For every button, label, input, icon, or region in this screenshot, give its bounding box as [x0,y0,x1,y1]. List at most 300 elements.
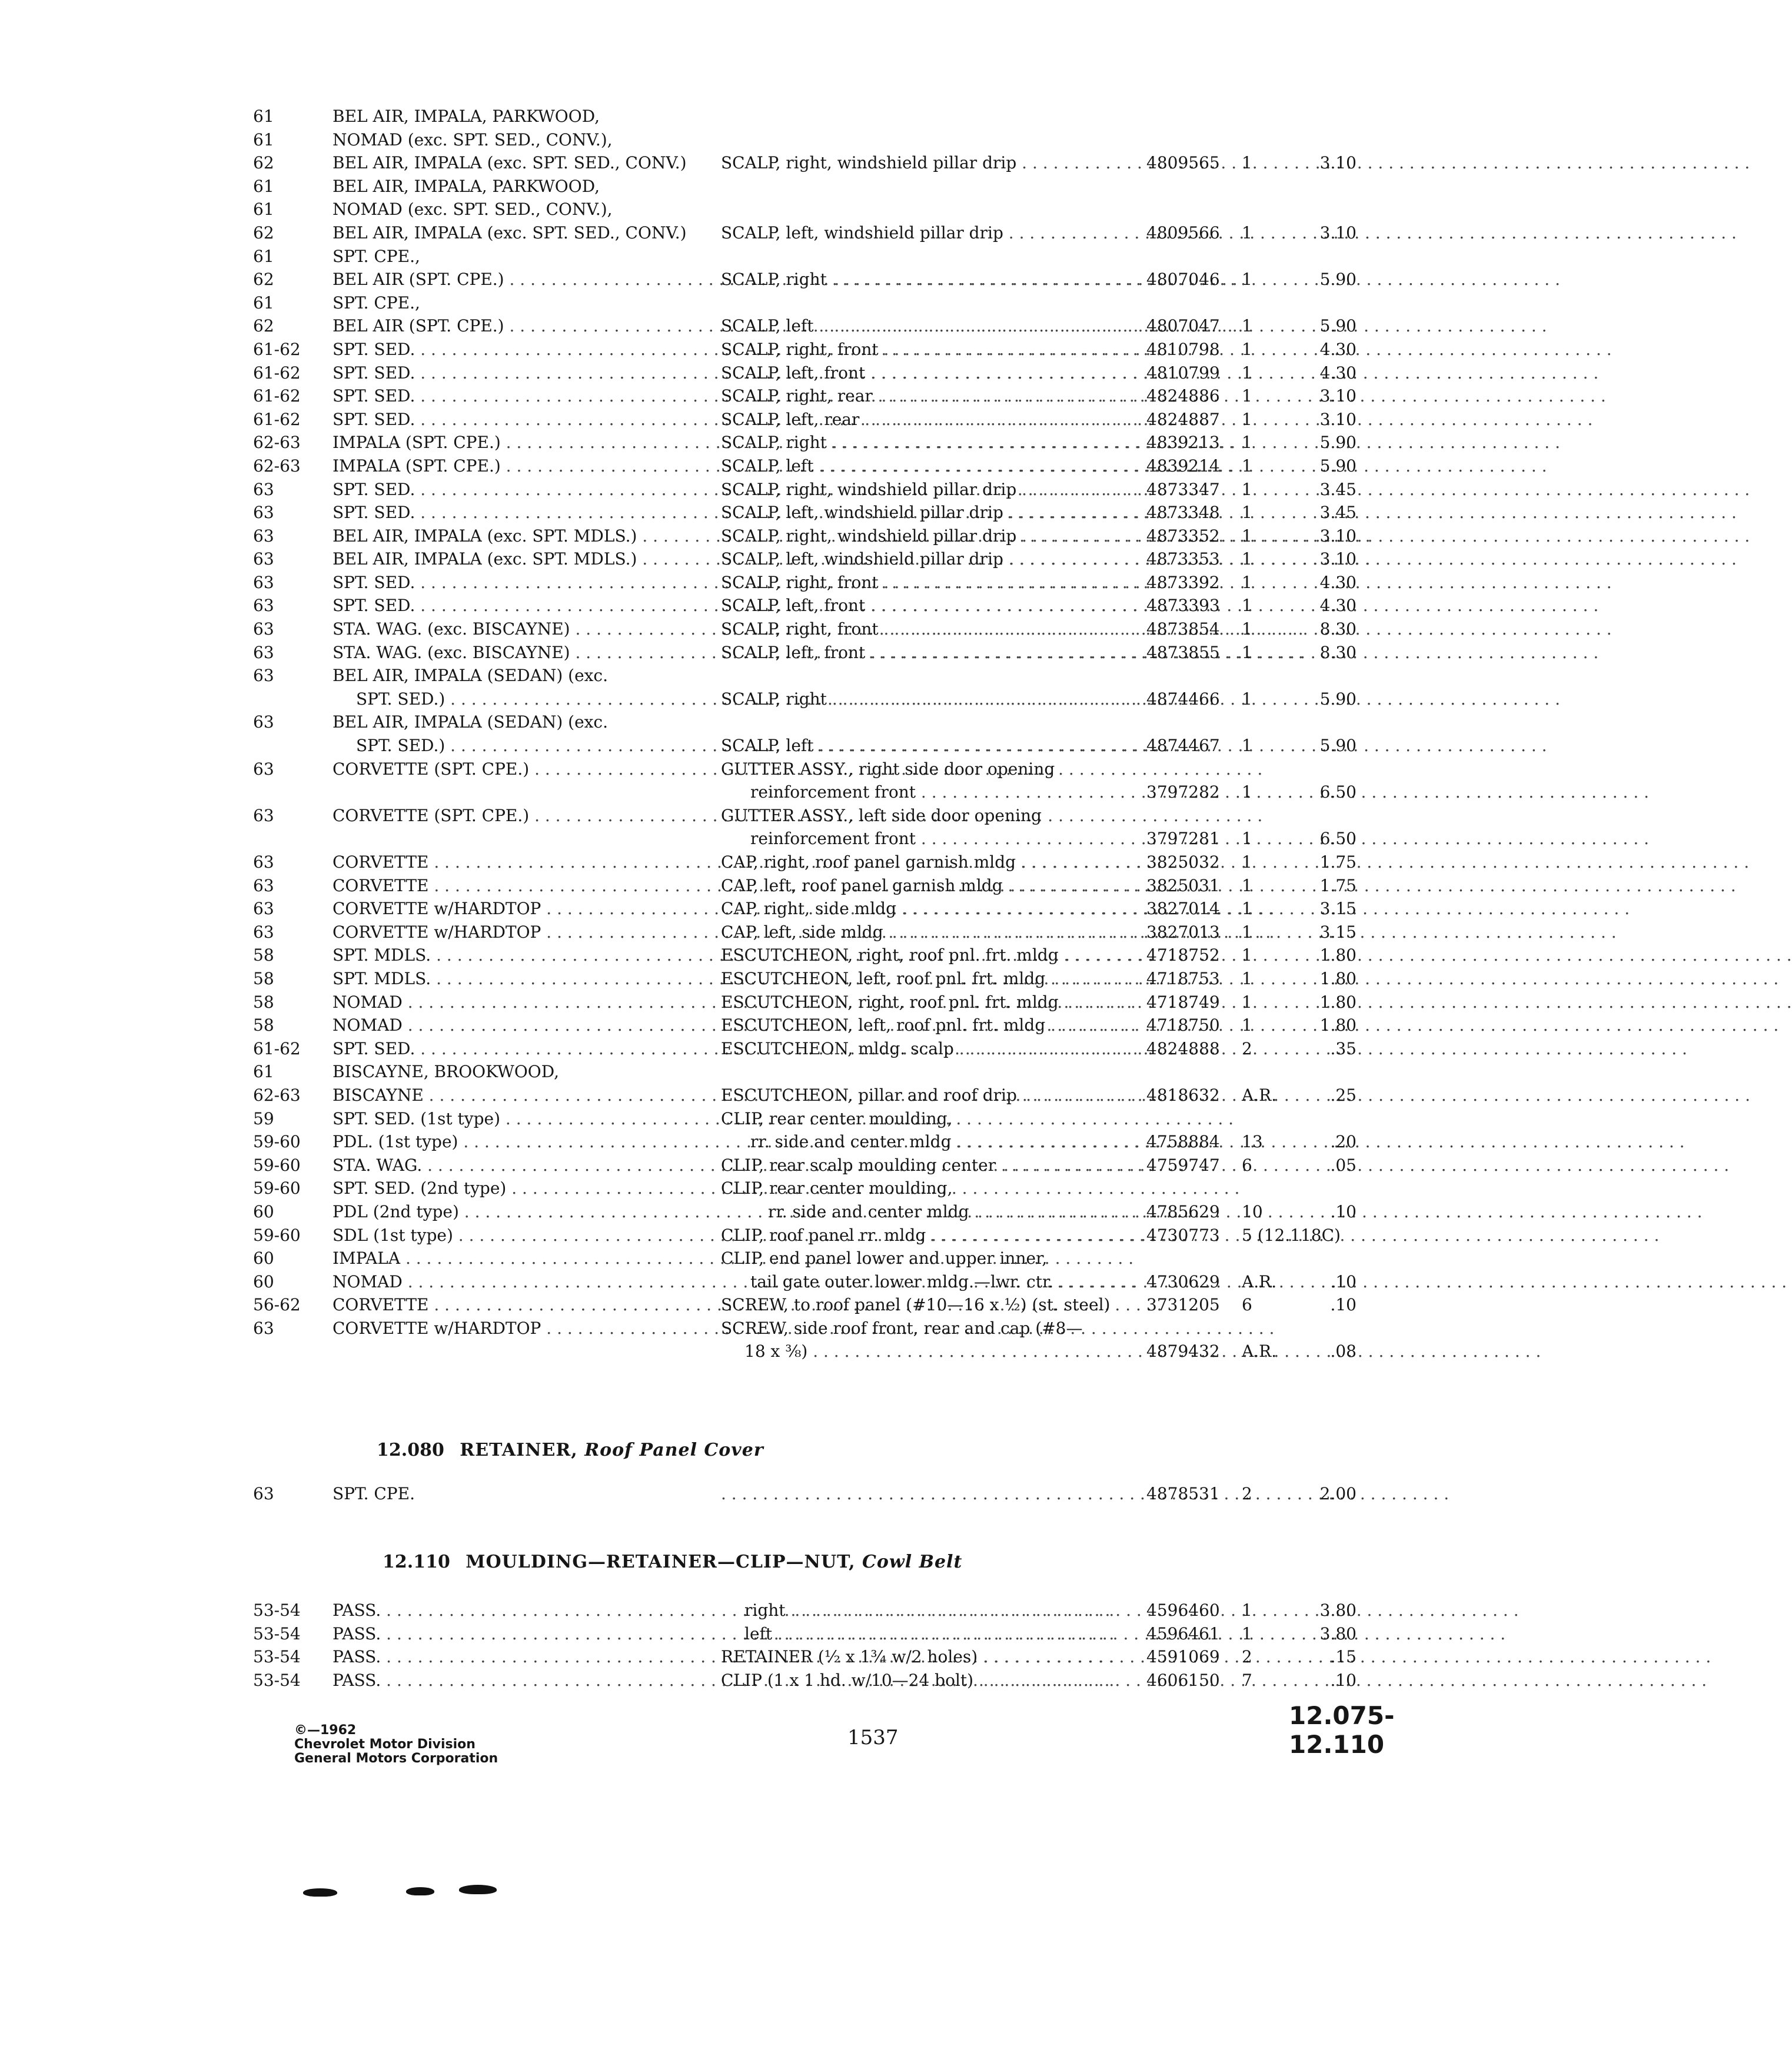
parts-row [0,967,1488,991]
model-year: 61-62 [253,339,301,359]
part-number: 4606150 [1146,1670,1220,1690]
model-year: 63 [253,805,274,825]
quantity: 1 [1242,386,1252,406]
model-name: BISCAYNE . . . [333,1084,697,1107]
model-name: BEL AIR, IMPALA (SEDAN) (exc. [333,666,609,686]
parts-row [0,1060,1488,1084]
ink-blot [303,1888,337,1897]
copyright-notice: ©—1962 Chevrolet Motor Division General Motors Corporation [294,1723,498,1766]
section-number: 12.080 [377,1440,444,1460]
part-number: 4824887 [1146,409,1220,429]
parts-row [0,1247,1488,1270]
part-description: CAP, right, side mldg . . . [721,897,1145,921]
price: 5.90 [1319,736,1357,756]
model-year: 59 [253,1108,274,1128]
model-name: SPT. SED. . . . [333,478,697,502]
part-description: CAP, right, roof panel garnish mldg . . . [721,851,1145,874]
part-description: SCALP, left, windshield pillar drip . . . [721,501,1145,524]
part-number: 4759747 [1146,1155,1220,1175]
price: 5.90 [1319,270,1357,290]
parts-row [0,501,1488,524]
part-description: SCALP, left, front . . . [721,594,1145,617]
quantity: 1 [1242,1623,1252,1643]
model-name: SPT. SED. . . . [333,501,697,524]
price: 3.10 [1319,153,1357,173]
model-year: 58 [253,992,274,1012]
model-year: 58 [253,1015,274,1035]
part-number: 4873348 [1146,503,1220,523]
quantity: A.R. [1242,1271,1277,1291]
price: .10 [1330,1271,1357,1291]
parts-row [0,921,1488,944]
quantity: 1 [1242,968,1252,988]
part-description: ESCUTCHEON, pillar and roof drip . . . [721,1084,1145,1107]
quantity: 1 [1242,549,1252,569]
part-number: 4758884 [1146,1132,1220,1152]
quantity: 1 [1242,339,1252,359]
quantity: 1 [1242,503,1252,523]
part-number: 4596460 [1146,1601,1220,1620]
model-year: 53-54 [253,1647,301,1667]
part-number: 4839213 [1146,433,1220,453]
part-description: SCALP, left, windshield pillar drip . . . [721,547,1145,571]
part-description: ESCUTCHEON, right, roof pnl. frt. mldg . . . [721,944,1145,967]
part-number: 4809565 [1146,153,1220,173]
model-year: 60 [253,1271,274,1291]
part-description: SCALP, left, front . . . [721,361,1145,385]
parts-row [0,268,1488,291]
parts-row [0,1107,1488,1131]
model-name: BEL AIR (SPT. CPE.) . . . [333,314,697,338]
part-number: 4807046 [1146,270,1220,290]
part-number: 4818632 [1146,1085,1220,1105]
parts-list-roof-mouldings [0,105,1488,1363]
price: 4.30 [1319,339,1357,359]
price: 1.80 [1319,992,1357,1012]
part-number: 4878531 [1146,1484,1220,1503]
part-number: 3731205 [1146,1295,1220,1315]
parts-row [0,198,1488,221]
model-year: 63 [253,503,274,523]
model-name: SPT. MDLS. . . . [333,944,697,967]
quantity: 1 [1242,922,1252,942]
model-year: 61 [253,1062,274,1082]
part-number: 4718753 [1146,968,1220,988]
part-description: CAP, left, roof panel garnish mldg . . . [721,874,1145,898]
parts-row [0,594,1488,617]
model-year: 63 [253,922,274,942]
part-description: right . . . [721,1599,1168,1622]
model-name: BEL AIR, IMPALA, PARKWOOD, [333,176,600,196]
price: .08 [1330,1342,1357,1362]
model-year: 53-54 [253,1623,301,1643]
part-description: SCALP, left, windshield pillar drip . . . [721,221,1145,245]
model-name: STA. WAG. (exc. BISCAYNE) . . . [333,617,697,641]
part-number: 4874467 [1146,736,1220,756]
parts-row [0,617,1488,641]
model-year: 56-62 [253,1295,301,1315]
quantity: 1 [1242,992,1252,1012]
part-description: SCALP, right, rear . . . [721,384,1145,408]
quantity: 1 [1242,409,1252,429]
part-number: 4718749 [1146,992,1220,1012]
price: 6.50 [1319,782,1357,802]
part-description: reinforcement front . . . [721,827,1174,851]
quantity: 1 [1242,1601,1252,1620]
quantity: 10 [1242,1201,1263,1221]
parts-row [0,1177,1488,1200]
model-year: 62 [253,223,274,243]
model-name: IMPALA . . . [333,1247,697,1270]
model-year: 63 [253,899,274,919]
part-description: SCREW, side roof front, rear and cap (#8— [721,1318,1083,1338]
parts-row [0,1200,1488,1224]
price: 4.30 [1319,363,1357,383]
price: 1.80 [1319,968,1357,988]
quantity: 1 [1242,852,1252,872]
model-name: CORVETTE . . . [333,1293,697,1317]
price: 3.15 [1319,922,1357,942]
model-name: SPT. SED. (1st type) . . . [333,1107,697,1131]
parts-row [0,547,1488,571]
parts-row [0,1224,1488,1247]
model-year: 61-62 [253,409,301,429]
price: .20 [1330,1132,1357,1152]
model-year: 53-54 [253,1601,301,1620]
part-description: SCALP, right . . . [721,268,1145,291]
price: .15 [1330,1647,1357,1667]
quantity: 1 [1242,782,1252,802]
model-name: SPT. CPE., [333,293,420,313]
quantity: 1 [1242,1015,1252,1035]
part-description: SCALP, left . . . [721,734,1145,758]
model-year: 62 [253,153,274,173]
part-description: CLIP, rear center moulding, [721,1108,953,1128]
price: 5.90 [1319,433,1357,453]
part-number: 3827013 [1146,922,1220,942]
parts-row [0,641,1488,665]
section-heading-moulding [383,1552,962,1572]
part-number: 4596461 [1146,1623,1220,1643]
quantity: 1 [1242,689,1252,709]
part-number: 3825031 [1146,875,1220,895]
model-name: BEL AIR, IMPALA (exc. SPT. SED., CONV.) [333,223,687,243]
ink-blot [459,1885,497,1894]
part-description: GUTTER ASSY., left side door opening [721,805,1042,825]
model-year: 60 [253,1201,274,1221]
price: 8.30 [1319,642,1357,662]
part-description: left . . . [721,1622,1168,1646]
part-number: 4730629 [1146,1271,1220,1291]
model-name: CORVETTE w/HARDTOP . . . [333,1317,697,1340]
model-name: PASS. . . . [333,1599,697,1622]
price: 1.80 [1319,945,1357,965]
model-year: 62 [253,316,274,336]
model-year: 59-60 [253,1225,301,1245]
part-description: CLIP (1 x 1 hd. w/10—24 bolt) . . . [721,1669,1145,1692]
model-name: BEL AIR, IMPALA (exc. SPT. SED., CONV.) [333,153,687,173]
model-year: 63 [253,875,274,895]
model-year: 53-54 [253,1670,301,1690]
model-name: CORVETTE (SPT. CPE.) . . . [333,804,697,828]
model-year: 61 [253,176,274,196]
price: 3.10 [1319,223,1357,243]
parts-row [0,478,1488,502]
price: 6.50 [1319,829,1357,849]
part-description: rr. side and center mldg . . . [721,1200,1192,1224]
quantity: 5 (12.118C) [1242,1225,1341,1245]
parts-row [0,105,1488,128]
price: .10 [1330,1295,1357,1315]
quantity: 2 [1242,1484,1252,1503]
model-name: PASS. . . . [333,1669,697,1692]
parts-row [0,781,1488,804]
parts-row [0,827,1488,851]
part-number: 3827014 [1146,899,1220,919]
part-number: 4873352 [1146,526,1220,546]
model-name: SPT. SED. . . . [333,338,697,361]
section-heading-retainer [377,1440,764,1460]
part-number: 4785629 [1146,1201,1220,1221]
quantity: 13 [1242,1132,1263,1152]
part-description: SCALP, right, windshield pillar drip . . . [721,478,1145,502]
parts-row [0,314,1488,338]
quantity: 2 [1242,1647,1252,1667]
model-name: SPT. SED. . . . [333,594,697,617]
price: .35 [1330,1038,1357,1058]
model-year: 61-62 [253,386,301,406]
parts-row [0,1270,1488,1294]
model-year: 61 [253,200,274,220]
part-description: SCALP, right . . . [721,431,1145,454]
parts-row [0,175,1488,198]
model-name: SPT. SED. . . . [333,408,697,431]
parts-row [0,688,1488,711]
part-description: SCALP, left . . . [721,314,1145,338]
quantity: 6 [1242,1155,1252,1175]
parts-row [0,710,1488,734]
part-description: SCALP, right . . . [721,688,1145,711]
model-name: STA. WAG. (exc. BISCAYNE) . . . [333,641,697,665]
part-description: CAP, left, side mldg . . . [721,921,1145,944]
parts-row [0,1599,1488,1622]
model-name: SPT. SED. . . . [333,384,697,408]
quantity: A.R. [1242,1085,1277,1105]
quantity: 1 [1242,316,1252,336]
part-description: CLIP, end panel lower and upper inner, [721,1248,1048,1269]
price: 3.10 [1319,526,1357,546]
parts-row [0,1293,1488,1317]
model-name: BEL AIR, IMPALA (exc. SPT. MDLS.) . . . [333,524,697,548]
part-number: 4807047 [1146,316,1220,336]
model-name: PDL. (1st type) . . . [333,1130,697,1154]
quantity: 1 [1242,899,1252,919]
model-year: 62 [253,270,274,290]
part-description: SCALP, right, windshield pillar drip . . . [721,151,1145,175]
part-description: reinforcement front . . . [721,781,1174,804]
model-name: SPT. SED. . . . [333,1037,697,1061]
part-number: 4824888 [1146,1038,1220,1058]
price: 5.90 [1319,316,1357,336]
part-number: 4879432 [1146,1342,1220,1362]
part-description: GUTTER ASSY., right side door opening [721,759,1055,779]
part-description: SCALP, left, front . . . [721,641,1145,665]
model-name: SPT. SED.) . . . [333,734,721,758]
quantity: 1 [1242,875,1252,895]
model-name: IMPALA (SPT. CPE.) . . . [333,431,697,454]
price: 3.10 [1319,409,1357,429]
part-number: 4810799 [1146,363,1220,383]
model-name: SPT. SED. . . . [333,571,697,595]
quantity: 7 [1242,1670,1252,1690]
part-description: SCREW, to roof panel (#10—16 x ½) (st. steel) [721,1295,1111,1315]
parts-row [0,874,1488,898]
price: 4.30 [1319,596,1357,616]
quantity: 1 [1242,736,1252,756]
price: .05 [1330,1155,1357,1175]
part-number: 3797281 [1146,829,1220,849]
parts-row [0,1317,1488,1340]
model-name: CORVETTE . . . [333,851,697,874]
parts-row [0,221,1488,245]
part-number: 4810798 [1146,339,1220,359]
model-name: PASS. . . . [333,1645,697,1669]
part-number: 4873392 [1146,572,1220,592]
model-name: SDL (1st type) . . . [333,1224,697,1247]
price: 3.80 [1319,1601,1357,1620]
model-year: 63 [253,549,274,569]
part-description: rr. side and center mldg . . . [721,1130,1174,1154]
model-name: NOMAD . . . [333,991,697,1014]
model-year: 60 [253,1248,274,1269]
parts-row [0,1482,1488,1506]
parts-list-cowl-belt [0,1599,1488,1692]
model-year: 58 [253,945,274,965]
model-year: 62-63 [253,456,301,476]
quantity: 1 [1242,829,1252,849]
quantity: 1 [1242,433,1252,453]
model-year: 61 [253,130,274,150]
parts-row [0,361,1488,385]
price: .10 [1330,1670,1357,1690]
parts-row [0,804,1488,828]
model-year: 63 [253,619,274,639]
price: .10 [1330,1201,1357,1221]
model-name: SPT. CPE., [333,246,420,266]
model-year: 63 [253,479,274,499]
model-year: 59-60 [253,1132,301,1152]
section-number: 12.110 [383,1552,450,1572]
model-year: 63 [253,572,274,592]
section-title: MOULDING—RETAINER—CLIP—NUT, Cowl Belt [466,1552,963,1572]
price: 4.30 [1319,572,1357,592]
part-number: 4873854 [1146,619,1220,639]
model-name: CORVETTE (SPT. CPE.) . . . [333,758,697,781]
parts-row [0,664,1488,688]
part-number: 4718752 [1146,945,1220,965]
part-description: 18 x ⅜) . . . [721,1340,1168,1363]
parts-row [0,1084,1488,1107]
quantity: 1 [1242,945,1252,965]
price: 2.00 [1319,1484,1357,1503]
price: 1.75 [1319,852,1357,872]
part-number: 4591069 [1146,1647,1220,1667]
part-description: SCALP, right, front . . . [721,617,1145,641]
model-year: 63 [253,526,274,546]
model-year: 58 [253,968,274,988]
price: 3.15 [1319,899,1357,919]
parts-row [0,1014,1488,1037]
model-year: 63 [253,642,274,662]
parts-row [0,991,1488,1014]
price: 1.75 [1319,875,1357,895]
model-name: SPT. SED. . . . [333,361,697,385]
model-year: 61-62 [253,1038,301,1058]
model-year: 61-62 [253,363,301,383]
part-number: 4873855 [1146,642,1220,662]
part-number: 4839214 [1146,456,1220,476]
parts-row [0,245,1488,268]
part-number: 4873353 [1146,549,1220,569]
parts-row [0,1669,1488,1692]
parts-row [0,454,1488,478]
part-description: SCALP, left, rear . . . [721,408,1145,431]
model-name: NOMAD (exc. SPT. SED., CONV.), [333,130,613,150]
part-number: 4809566 [1146,223,1220,243]
model-name: BEL AIR, IMPALA (exc. SPT. MDLS.) . . . [333,547,697,571]
model-year: 63 [253,712,274,732]
quantity: 1 [1242,223,1252,243]
model-year: 61 [253,107,274,126]
model-name: CORVETTE w/HARDTOP . . . [333,921,697,944]
part-number: 4873393 [1146,596,1220,616]
parts-row [0,1340,1488,1363]
model-year: 63 [253,1484,274,1503]
parts-row [0,1037,1488,1061]
quantity: 1 [1242,572,1252,592]
model-name: SPT. CPE. [333,1484,415,1503]
model-year: 63 [253,852,274,872]
model-year: 59-60 [253,1155,301,1175]
part-description: ESCUTCHEON, right, roof pnl. frt. mldg . . . [721,991,1145,1014]
parts-row [0,291,1488,315]
quantity: 2 [1242,1038,1252,1058]
model-name: NOMAD . . . [333,1014,697,1037]
part-description: SCALP, right, front . . . [721,571,1145,595]
quantity: 1 [1242,619,1252,639]
model-name: SPT. SED.) . . . [333,688,721,711]
part-description: CLIP, rear scalp moulding center . . . [721,1154,1145,1177]
model-year: 63 [253,759,274,779]
model-name: STA. WAG. . . . [333,1154,697,1177]
parts-row [0,524,1488,548]
parts-row [0,408,1488,431]
part-number: 3797282 [1146,782,1220,802]
model-year: 61 [253,246,274,266]
part-description: ESCUTCHEON, mldg. scalp . . . [721,1037,1145,1061]
parts-row [0,338,1488,361]
model-name: CORVETTE w/HARDTOP . . . [333,897,697,921]
model-name: PDL (2nd type) . . . [333,1200,697,1224]
part-number: 4824886 [1146,386,1220,406]
parts-row [0,1154,1488,1177]
price: 3.10 [1319,386,1357,406]
model-name: CORVETTE . . . [333,874,697,898]
model-name: BEL AIR, IMPALA (SEDAN) (exc. [333,712,609,732]
parts-row [0,1622,1488,1646]
model-year: 59-60 [253,1178,301,1198]
model-name: BEL AIR, IMPALA, PARKWOOD, [333,107,600,126]
